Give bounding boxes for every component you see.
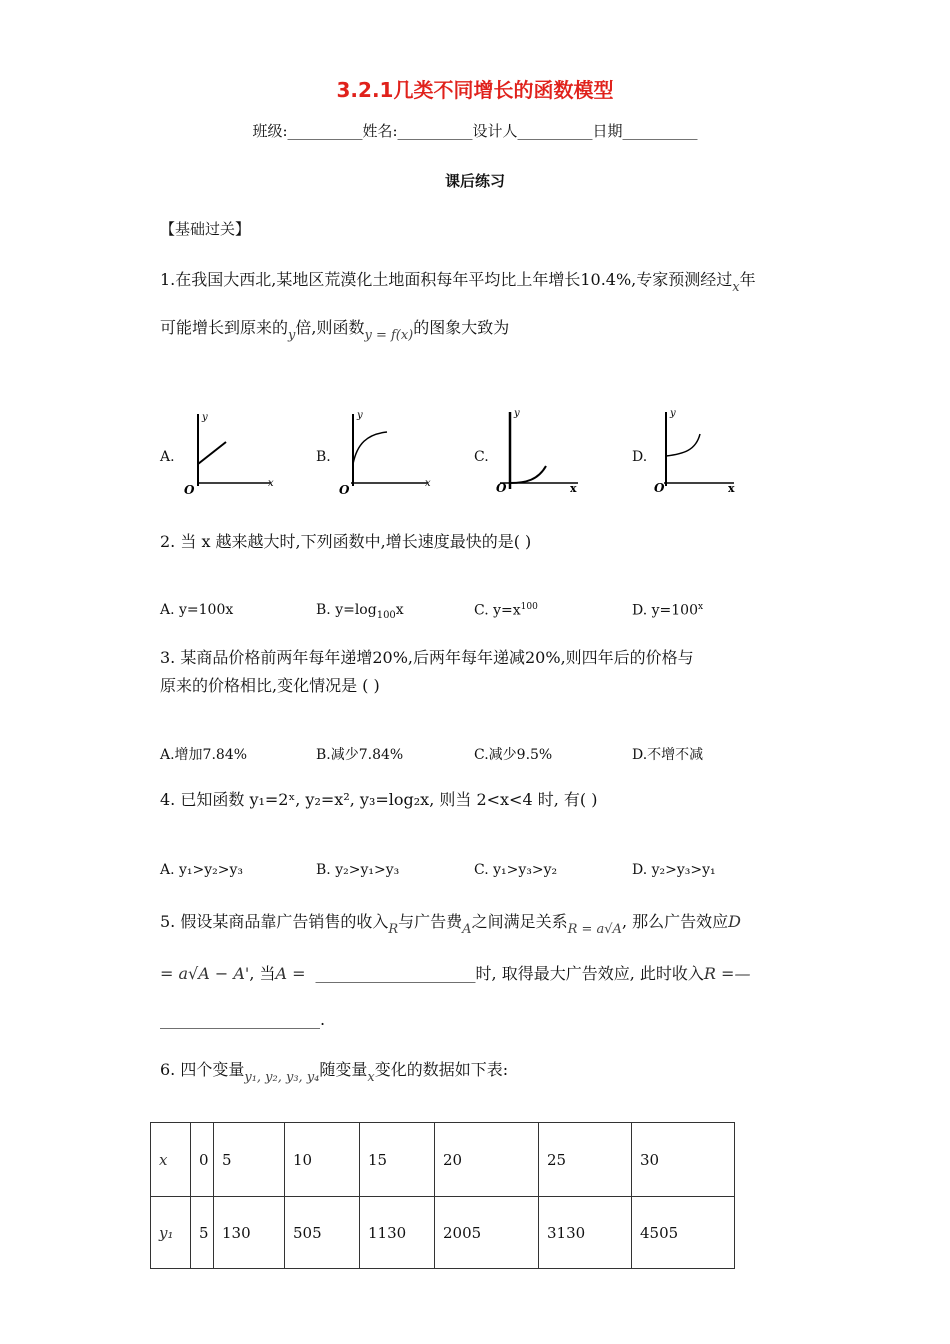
subtitle: 课后练习 bbox=[444, 172, 505, 190]
q5-var-a: A bbox=[462, 922, 472, 937]
info-line: 班级:__________姓名:__________设计人__________日期__________ bbox=[252, 122, 698, 140]
q1-var-x: x bbox=[732, 280, 740, 295]
section-heading: 【基础过关】 bbox=[160, 220, 251, 238]
graph-a bbox=[178, 408, 278, 498]
svg-text:O: O bbox=[496, 481, 507, 495]
q5-text-d: , 那么广告效应 bbox=[621, 912, 729, 931]
svg-text:y: y bbox=[202, 412, 208, 423]
table-cell: 10 bbox=[285, 1123, 360, 1197]
q5-line2-b: , 当 bbox=[249, 964, 276, 983]
question-3 bbox=[160, 646, 800, 698]
graph-c bbox=[492, 404, 592, 498]
table-cell: 30 bbox=[632, 1123, 735, 1197]
page-title: 3.2.1几类不同增长的函数模型 bbox=[336, 78, 614, 102]
svg-text:x: x bbox=[425, 478, 431, 489]
svg-text:y: y bbox=[670, 408, 676, 419]
q4-option-a[interactable]: A. y₁>y₂>y₃ bbox=[160, 862, 244, 878]
q2-option-d-sup: x bbox=[698, 602, 704, 612]
graph-d bbox=[650, 404, 750, 498]
svg-text:y: y bbox=[357, 410, 363, 421]
q3-line1: 3. 某商品价格前两年每年递增20%,后两年每年递减20%,则四年后的价格与 bbox=[160, 648, 694, 667]
q2-option-c[interactable] bbox=[474, 602, 538, 619]
table-row-y1 bbox=[151, 1197, 735, 1269]
q3-line2: 原来的价格相比,变化情况是 ( ) bbox=[160, 676, 380, 695]
svg-text:O: O bbox=[654, 481, 665, 495]
q1-option-b[interactable]: B. bbox=[316, 449, 331, 465]
q5-var-r: R bbox=[388, 922, 399, 937]
q5-text-a: 5. 假设某商品靠广告销售的收入 bbox=[160, 912, 389, 931]
q5-line2-e: R =— bbox=[703, 964, 751, 983]
table-cell: 0 bbox=[191, 1123, 214, 1197]
q3-option-c[interactable]: C.减少9.5% bbox=[474, 747, 553, 763]
q2-option-b-sub: 100 bbox=[376, 609, 396, 621]
q6-text-c: 变化的数据如下表: bbox=[374, 1060, 509, 1079]
q1-text-d: 倍,则函数 bbox=[295, 318, 365, 337]
q3-option-d[interactable]: D.不增不减 bbox=[632, 747, 704, 763]
q6-var-x: x bbox=[367, 1070, 375, 1085]
table-row-x bbox=[151, 1123, 735, 1197]
q2-option-d-pre: D. y=100 bbox=[632, 602, 698, 619]
svg-text:O: O bbox=[184, 483, 195, 497]
table-cell: x bbox=[151, 1123, 191, 1197]
svg-text:x: x bbox=[268, 478, 274, 489]
q5-text-c: 之间满足关系 bbox=[471, 912, 568, 931]
q1-text-c: 可能增长到原来的 bbox=[160, 318, 289, 337]
svg-text:y: y bbox=[514, 408, 520, 419]
table-cell: 2005 bbox=[435, 1197, 539, 1269]
q2-option-c-sup: 100 bbox=[520, 602, 538, 612]
q5-text-b: 与广告费 bbox=[398, 912, 463, 931]
table-cell: 1130 bbox=[360, 1197, 435, 1269]
q2-option-b-post: x bbox=[395, 602, 404, 618]
q1-text-a: 1.在我国大西北,某地区荒漠化土地面积每年平均比上年增长10.4%,专家预测经过 bbox=[160, 270, 733, 289]
q2-option-b[interactable] bbox=[316, 602, 404, 621]
question-5 bbox=[160, 910, 800, 936]
q5-line2-a: = a√A − A' bbox=[160, 964, 250, 983]
svg-text:x: x bbox=[570, 482, 577, 495]
question-2: 2. 当 x 越来越大时,下列函数中,增长速度最快的是( ) bbox=[160, 532, 532, 551]
table-cell: 3130 bbox=[539, 1197, 632, 1269]
q5-relation: R = a√A bbox=[567, 922, 622, 937]
question-6 bbox=[160, 1058, 508, 1084]
table-cell: 20 bbox=[435, 1123, 539, 1197]
q5-answer-blank-2[interactable]: ____________________. bbox=[160, 1010, 326, 1029]
q2-option-b-pre: B. y=log bbox=[316, 602, 377, 618]
q3-option-a[interactable]: A.增加7.84% bbox=[160, 747, 248, 763]
table-cell: y₁ bbox=[151, 1197, 191, 1269]
q4-option-d[interactable]: D. y₂>y₃>y₁ bbox=[632, 862, 716, 878]
q1-option-c[interactable]: C. bbox=[474, 449, 489, 465]
graph-b bbox=[335, 404, 435, 498]
question-4: 4. 已知函数 y₁=2ˣ, y₂=x², y₃=log₂x, 则当 2<x<4 时, 有( ) bbox=[160, 790, 598, 809]
q4-option-c[interactable]: C. y₁>y₃>y₂ bbox=[474, 862, 558, 878]
q1-var-y: y bbox=[288, 328, 296, 343]
q1-func: y = f(x) bbox=[364, 328, 414, 343]
q5-var-d: D bbox=[728, 912, 741, 931]
table-cell: 5 bbox=[214, 1123, 285, 1197]
q5-answer-blank-1[interactable]: ____________________时, 取得最大广告效应, 此时收入 bbox=[315, 964, 704, 983]
table-cell: 4505 bbox=[632, 1197, 735, 1269]
q1-option-a[interactable]: A. bbox=[160, 449, 175, 465]
q5-line2-c: A = bbox=[275, 964, 306, 983]
q2-option-a[interactable]: A. y=100x bbox=[160, 602, 234, 618]
q1-text-e: 的图象大致为 bbox=[413, 318, 510, 337]
q3-option-b[interactable]: B.减少7.84% bbox=[316, 747, 404, 763]
table-cell: 505 bbox=[285, 1197, 360, 1269]
svg-text:x: x bbox=[728, 482, 735, 495]
q2-option-d[interactable] bbox=[632, 602, 703, 619]
question-1 bbox=[160, 268, 800, 294]
q1-option-d[interactable]: D. bbox=[632, 449, 648, 465]
question-5-line2 bbox=[160, 962, 800, 986]
svg-text:O: O bbox=[339, 483, 350, 497]
table-cell: 15 bbox=[360, 1123, 435, 1197]
q1-text-b: 年 bbox=[739, 270, 756, 289]
q6-vars: y₁, y₂, y₃, y₄ bbox=[244, 1070, 320, 1085]
q2-option-c-pre: C. y=x bbox=[474, 602, 521, 619]
q4-option-b[interactable]: B. y₂>y₁>y₃ bbox=[316, 862, 400, 878]
table-cell: 5 bbox=[191, 1197, 214, 1269]
q6-text-b: 随变量 bbox=[319, 1060, 368, 1079]
q6-text-a: 6. 四个变量 bbox=[160, 1060, 245, 1079]
q6-data-table bbox=[150, 1122, 735, 1269]
table-cell: 130 bbox=[214, 1197, 285, 1269]
table-cell: 25 bbox=[539, 1123, 632, 1197]
question-1-line2 bbox=[160, 316, 509, 342]
